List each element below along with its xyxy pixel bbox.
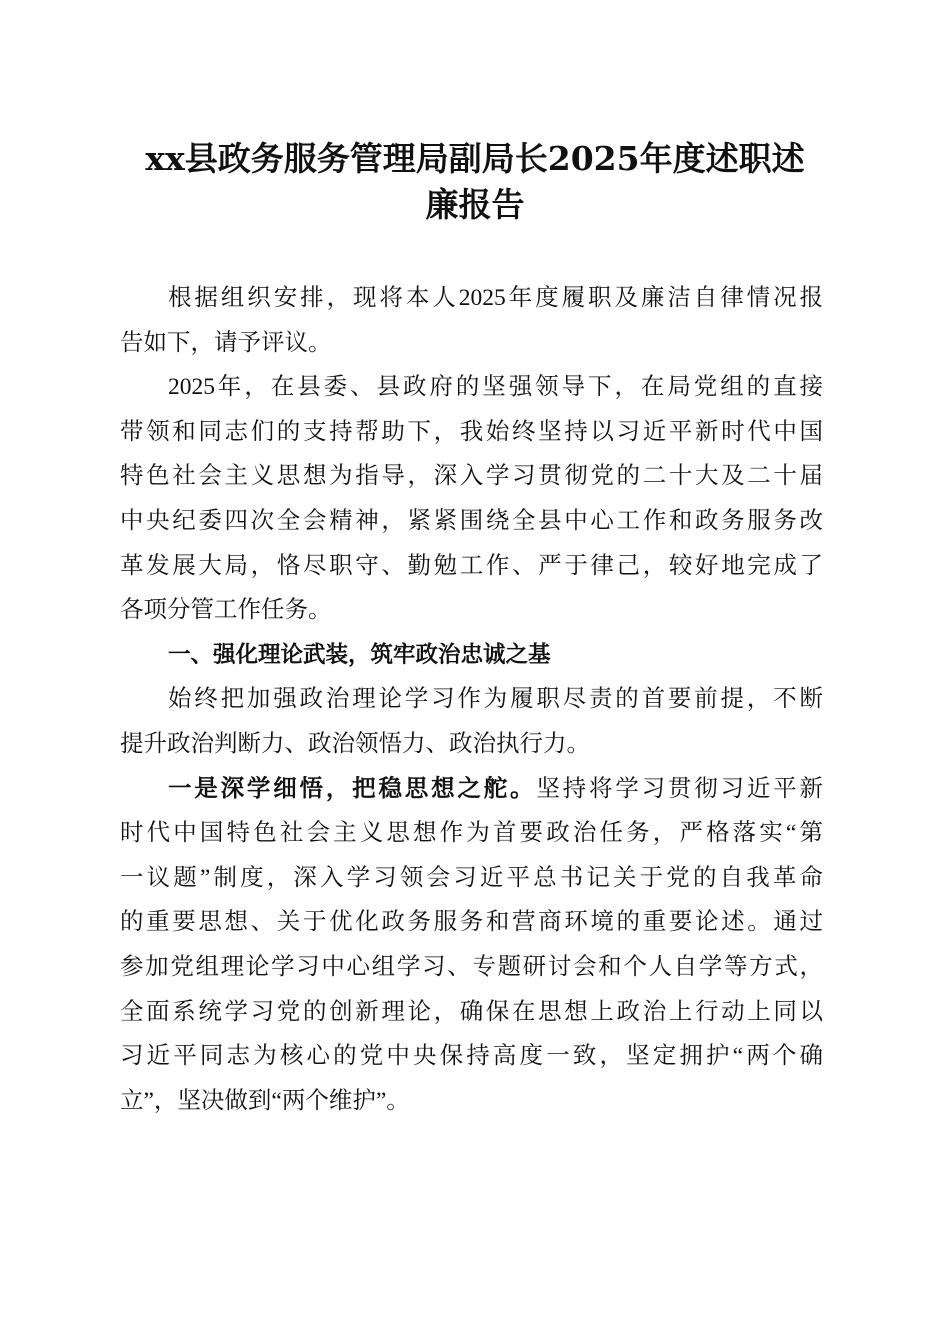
document-title — [100, 136, 850, 228]
text-line: 立”，坚决做到“两个维护”。 — [120, 1087, 410, 1114]
section-heading: 一、强化理论武装，筑牢政治忠诚之基 — [168, 641, 551, 668]
point-lead: 一是深学细悟，把稳思想之舵。 — [168, 775, 537, 802]
text-line: 的重要思想、关于优化政务服务和营商环境的重要论述。通过 — [120, 909, 823, 936]
paragraph-point-one — [120, 767, 823, 1124]
text-line: 中央纪委四次全会精神，紧紧围绕全县中心工作和政务服务改 — [120, 507, 823, 534]
text-line: 革发展大局，恪尽职守、勤勉工作、严于律己，较好地完成了 — [120, 552, 823, 579]
text-line: 习近平同志为核心的党中央保持高度一致，坚定拥护“两个确 — [120, 1043, 823, 1070]
paragraph-intro — [120, 276, 823, 365]
title-line-2: 廉报告 — [425, 185, 525, 224]
text-line: 参加党组理论学习中心组学习、专题研讨会和个人自学等方式， — [120, 953, 823, 980]
text-line: 根据组织安排，现将本人2025年度履职及廉洁自律情况报 — [168, 285, 823, 311]
text-line — [120, 767, 823, 812]
text-line: 全面系统学习党的创新理论，确保在思想上政治上行动上同以 — [120, 998, 823, 1025]
text-line: 特色社会主义思想为指导，深入学习贯彻党的二十大及二十届 — [120, 463, 823, 490]
text-line: 始终把加强政治理论学习作为履职尽责的首要前提，不断 — [168, 686, 823, 713]
text-line: 时代中国特色社会主义思想作为首要政治任务，严格落实“第 — [120, 820, 823, 847]
document-body — [120, 276, 823, 1123]
title-line-1: xx县政务服务管理局副局长2025年度述职述 — [145, 139, 805, 178]
point-text: 坚持将学习贯彻习近平新 — [536, 775, 823, 802]
text-line: 2025年，在县委、县政府的坚强领导下，在局党组的直接 — [168, 374, 823, 401]
paragraph-overview — [120, 365, 823, 633]
text-line: 带领和同志们的支持帮助下，我始终坚持以习近平新时代中国 — [120, 418, 823, 445]
text-line: 一议题”制度，深入学习领会习近平总书记关于党的自我革命 — [120, 864, 823, 891]
text-line: 各项分管工作任务。 — [120, 597, 332, 624]
text-line: 提升政治判断力、政治领悟力、政治执行力。 — [120, 730, 590, 757]
paragraph-section-intro — [120, 677, 823, 766]
text-line: 告如下，请予评议。 — [120, 329, 332, 356]
